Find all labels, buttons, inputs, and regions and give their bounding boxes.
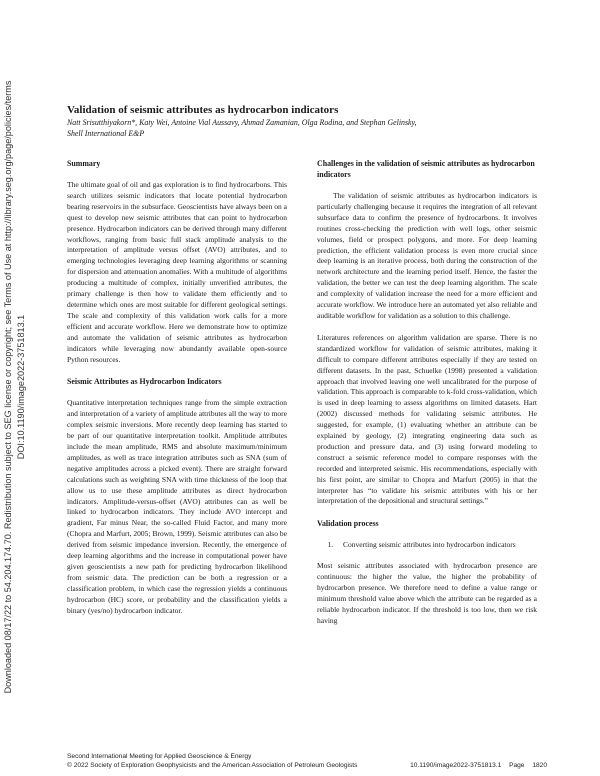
right-column [317,158,537,638]
author-block [67,117,547,139]
author-list: Natt Srisutthiyakorn*, Katy Wei, Antoine Vial Aussavy, Ahmad Zamanian, Olga Rodina, and Stephan Gelinsky, [67,118,417,127]
footer-page-number: 1820 [532,762,547,769]
footer-page-label: Page [509,762,525,769]
validation-process-heading: Validation process [317,519,379,529]
seismic-attributes-heading: Seismic Attributes as Hydrocarbon Indicators [67,377,222,387]
footer-copyright: © 2022 Society of Exploration Geophysicists and the American Association of Petroleum Geologists [67,762,358,769]
validation-paragraph: Most seismic attributes associated with hydrocarbon presence are continuous: the higher the value, the higher the probability of hydrocarbon presence. We therefore need to define a value range or minimum threshold value above which the attribute can be regarded as a reliable hydrocarbon indicator. If the threshold is too low, then we risk having [317,561,537,625]
left-column [67,158,287,628]
paper-title: Validation of seismic attributes as hydrocarbon indicators [67,104,339,116]
affiliation: Shell International E&P [67,129,145,138]
page-footer [67,752,547,770]
footer-conference: Second International Meeting for Applied Geoscience & Energy [67,753,252,760]
footer-doi: 10.1190/image2022-3751813.1 [410,762,502,769]
challenges-paragraph-2: Literatures references on algorithm validation are sparse. There is no standardized workflow for validation of seismic attributes, making it difficult to compare different attributes especially if they are tested on different datasets. In the past, Schuelke (1998) presented a validation approach that involved leaving one well uncalibrated for the purpose of validation. This approach is comparable to k-fold cross-validation, which is used in deep learning to assess algorithms on limited datasets. Hart (2002) discussed methods for validating seismic attributes. He suggested, for example, (1) evaluating whether an attribute can be explained by geology, (2) integrating engineering data such as production and pressure data, and (3) using forward modeling to construct a seismic reference model to compare responses with the recorded and interpreted seismic. His recommendations, especially with his first point, are similar to Chopra and Marfurt (2005) in that the interpreter has “to validate his seismic attributes with his or her interpretation of the depositional and structural settings.” [317,332,537,506]
challenges-paragraph-1: The validation of seismic attributes as hydrocarbon indicators is particularly challenging because it requires the integration of all relevant subsurface data to confirm the presence of hydrocarbons. It involves routines cross-checking the prediction with well logs, other seismic volumes, field or prospect polygons, and more. For deep learning prediction, the efficient validation process is even more crucial since deep learning is an iterative process, both during the construction of the network architecture and the learning period itself. Hence, the faster the validation, the better we can test the deep learning algorithm. The scale and complexity of validation increase the need for a more efficient and accurate workflow. We introduce here an automated yet also reliable and auditable workflow for validation as a solution to this challenge. [317,191,537,320]
validation-steps-list [317,540,537,551]
doi-notice-line2: DOI:10.1190/image2022-3751813.1 [16,314,26,460]
summary-paragraph: The ultimate goal of oil and gas exploration is to find hydrocarbons. This search utilizes seismic indicators that locate potential hydrocarbon bearing reservoirs in the subsurface. Geoscientists have always been on a quest to develop new seismic attributes that can point to hydrocarbon presence. Hydrocarbon indicators can be derived through many different workflows, ranging from basic full stack amplitude analysis to the interpretation of amplitude versus offset (AVO) attributes, and to emerging technologies leveraging deep learning algorithms or scanning for dispersion and attenuation anomalies. With a multitude of algorithms producing a multitude of complex, initially unverified attributes, the primary challenge is then how to validate them efficiently and to determine which ones are most suitable for different geological settings. The scale and complexity of this validation work calls for a more efficient and accurate workflow. Here we demonstrate how to optimize and automate the validation of seismic attributes as hydrocarbon indicators while leveraging now abundantly available open-source Python resources. [67,180,287,364]
summary-heading: Summary [67,159,101,168]
download-notice [2,37,28,737]
download-notice-line1: Downloaded 08/17/22 to 54.204.174.70. Redistribution subject to SEG license or copyright; see Terms of Use at http://library.seg.org/page/policies/terms [3,80,13,694]
download-sidebar [0,0,30,776]
list-item: 1. Converting seismic attributes into hydrocarbon indicators [335,540,537,551]
challenges-heading: Challenges in the validation of seismic attributes as hydrocarbon indicators [317,159,535,179]
seismic-attributes-paragraph: Quantitative interpretation techniques range from the simple extraction and interpretation of a variety of amplitude attributes all the way to more complex seismic inversions. More recently deep learning has started to be part of our quantitative interpretation toolkit. Amplitude attributes include the mean amplitude, RMS and absolute maximum/minimum amplitudes, as well as trace integration attributes such as SNA (sum of negative amplitudes across a picked event). There are straight forward calculations such as weighting SNA with time thickness of the loop that allow us to use these amplitude attributes as direct hydrocarbon indicators. Amplitude-versus-offset (AVO) attributes can as well be linked to hydrocarbon indicators. They include AVO intercept and gradient, Far minus Near, the so-called Fluid Factor, and many more (Chopra and Marfurt, 2005; Brown, 1999). Seismic attributes can also be derived from seismic impedance inversion. Recently, the emergence of deep learning algorithms and the increase in computational power have given geoscientists a new path for predicting hydrocarbon likelihood from seismic data. The prediction can be both a regression or a classification problem, in which case the regression yields a continuous hydrocarbon (HC) score, or probability and the classification yields a binary (yes/no) hydrocarbon indicator. [67,398,287,615]
